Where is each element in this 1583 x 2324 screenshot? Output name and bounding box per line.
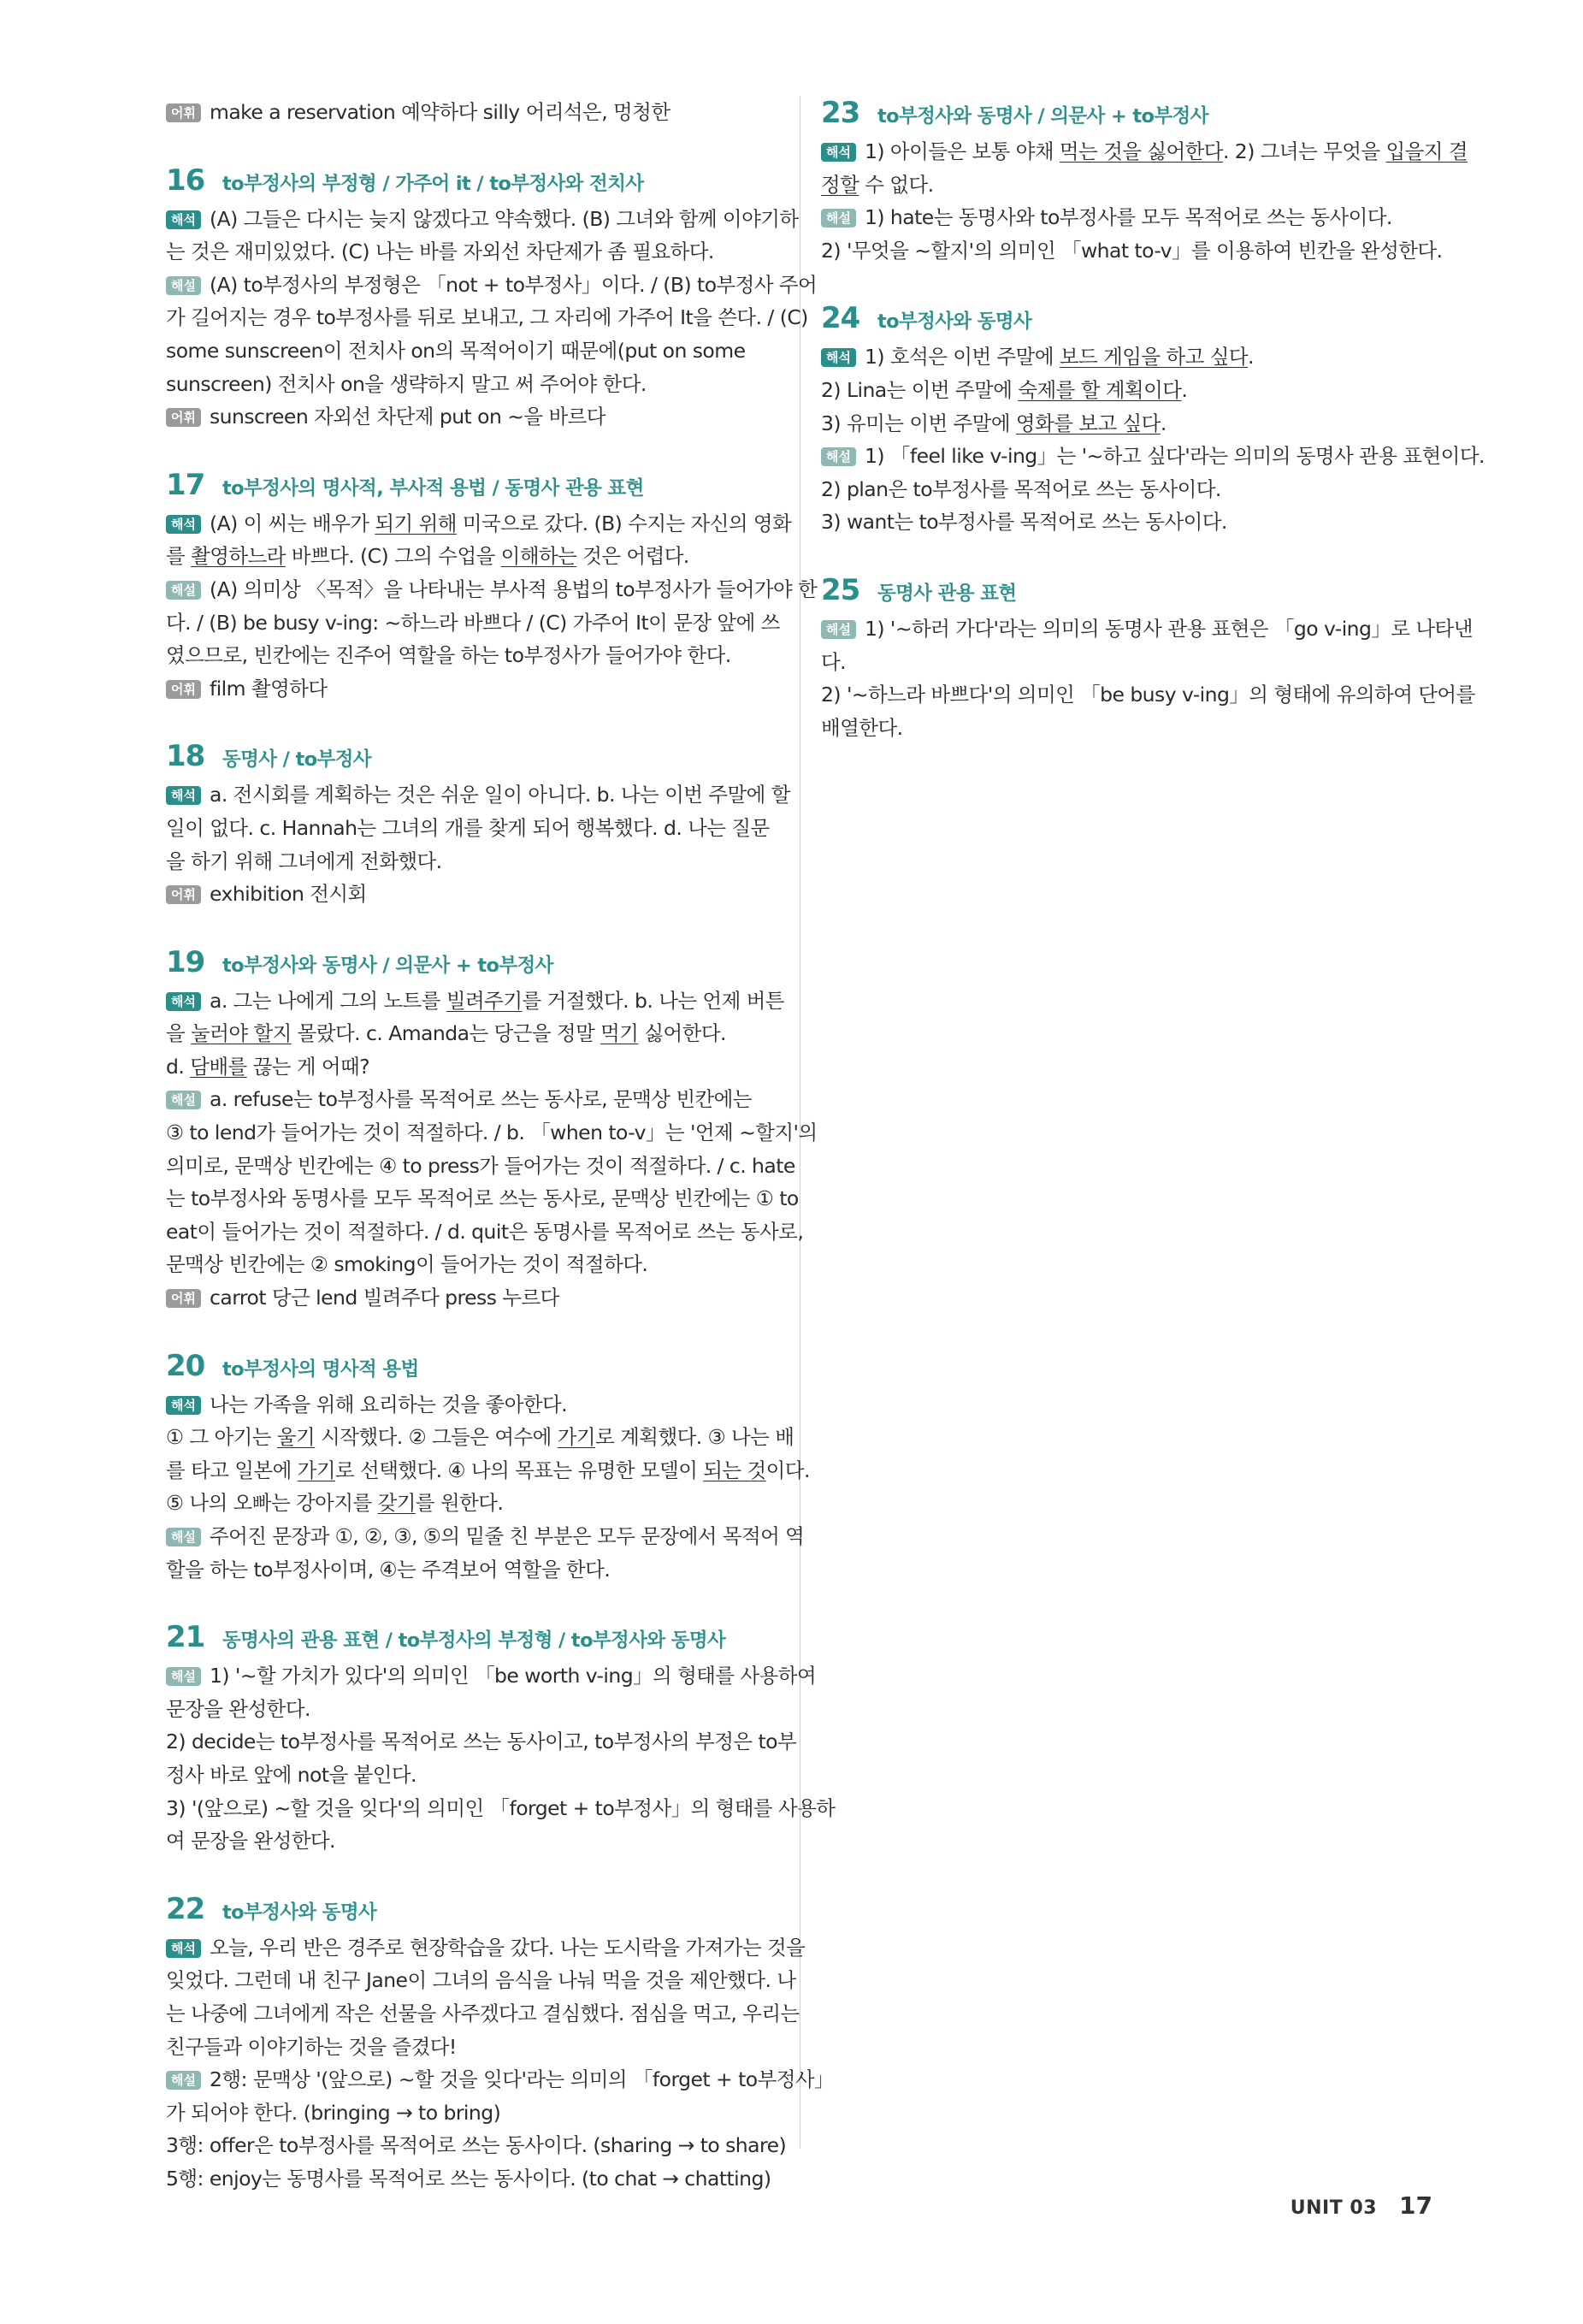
explanation-line: 배열한다. <box>821 715 903 740</box>
explanation-line: 해설 (A) 의미상 〈목적〉을 나타내는 부사적 용법의 to부정사가 들어가야 한 <box>166 573 775 606</box>
explanation-line: 해설 1) '~하러 가다'라는 의미의 동명사 관용 표현은 「go v-ing」로 나타낸 <box>821 612 1435 646</box>
translation-label: 해석 <box>166 786 201 805</box>
explanation-line: 가 길어지는 경우 to부정사를 뒤로 보내고, 그 자리에 가주어 It을 쓴다. / (C) <box>166 305 808 330</box>
section-title: 동명사의 관용 표현 / to부정사의 부정형 / to부정사와 동명사 <box>222 1629 726 1653</box>
page-number: 17 <box>1399 2191 1432 2220</box>
explanation-line: 해설 (A) to부정사의 부정형은 「not + to부정사」이다. / (B) to부정사 주어 <box>166 269 775 302</box>
translation-line: 는 것은 재미있었다. (C) 나는 바를 자외선 차단제가 좀 필요하다. <box>166 239 714 264</box>
explanation-line: 여 문장을 완성한다. <box>166 1829 335 1854</box>
translation-label: 해석 <box>166 515 201 534</box>
section-title: to부정사와 동명사 <box>877 310 1032 334</box>
explanation-line: 2) plan은 to부정사를 목적어로 쓰는 동사이다. <box>821 476 1221 501</box>
translation-line: 해석 a. 그는 나에게 그의 노트를 빌려주기를 거절했다. b. 나는 언제 버튼 <box>166 985 775 1018</box>
section-title: to부정사의 명사적, 부사적 용법 / 동명사 관용 표현 <box>222 476 644 500</box>
translation-label: 해석 <box>821 348 856 367</box>
translation-line: 잊었다. 그런데 내 친구 Jane이 그녀의 음식을 나눠 먹을 것을 제안했다. 나 <box>166 1968 796 1993</box>
explanation-line: 해설 1) hate는 동명사와 to부정사를 모두 목적어로 쓰는 동사이다. <box>821 201 1435 234</box>
right-column <box>821 96 1485 744</box>
explanation-label: 해설 <box>166 1667 201 1686</box>
explanation-label: 해설 <box>166 276 201 295</box>
explanation-label: 해설 <box>821 620 856 639</box>
translation-line: 해석 1) 호석은 이번 주말에 보드 게임을 하고 싶다. <box>821 340 1435 374</box>
section-header <box>821 301 1435 339</box>
unit-label: UNIT 03 <box>1290 2197 1378 2219</box>
section-title: to부정사의 명사적 용법 <box>222 1357 419 1381</box>
section-title: to부정사의 부정형 / 가주어 it / to부정사와 전치사 <box>222 172 644 195</box>
section-number: 20 <box>166 1348 205 1383</box>
explanation-line: 였으므로, 빈칸에는 진주어 역할을 하는 to부정사가 들어가야 한다. <box>166 643 731 668</box>
translation-line: d. 담배를 끊는 게 어때? <box>166 1054 370 1079</box>
explanation-line: 해설 주어진 문장과 ①, ②, ③, ⑤의 밑줄 친 부분은 모두 문장에서 목적어 역 <box>166 1520 775 1553</box>
answer-section-24 <box>821 301 1485 539</box>
translation-line: 일이 없다. c. Hannah는 그녀의 개를 찾게 되어 행복했다. d. 나는 질문 <box>166 815 770 840</box>
translation-line: 는 나중에 그녀에게 작은 선물을 사주겠다고 결심했다. 점심을 먹고, 우리는 <box>166 2001 800 2025</box>
vocab-line: 어휘 carrot 당근 lend 빌려주다 press 누르다 <box>166 1281 775 1315</box>
explanation-line: 해설 1) '~할 가치가 있다'의 의미인 「be worth v-ing」의 형태를 사용하여 <box>166 1659 775 1693</box>
explanation-line: 는 to부정사와 동명사를 모두 목적어로 쓰는 동사로, 문맥상 빈칸에는 ① to <box>166 1186 799 1211</box>
explanation-label: 해설 <box>166 2071 201 2090</box>
section-number: 18 <box>166 739 205 774</box>
explanation-line: ③ to lend가 들어가는 것이 적절하다. / b. 「when to-v」는 '언제 ~할지'의 <box>166 1121 818 1145</box>
translation-label: 해석 <box>166 1939 201 1958</box>
translation-line: 을 눌러야 할지 몰랐다. c. Amanda는 당근을 정말 먹기 싫어한다. <box>166 1021 726 1046</box>
explanation-label: 해설 <box>166 581 201 600</box>
explanation-line: 의미로, 문맥상 빈칸에는 ④ to press가 들어가는 것이 적절하다. / c. hate <box>166 1153 795 1178</box>
vocab-label: 어휘 <box>166 408 201 427</box>
translation-label: 해석 <box>166 1396 201 1415</box>
section-number: 16 <box>166 163 205 198</box>
explanation-line: 3행: offer은 to부정사를 목적어로 쓰는 동사이다. (sharing → to share) <box>166 2133 787 2158</box>
explanation-line: eat이 들어가는 것이 적절하다. / d. quit은 동명사를 목적어로 쓰는 동사로, <box>166 1219 804 1244</box>
section-title: 동명사 / to부정사 <box>222 748 371 772</box>
section-number: 24 <box>821 301 860 336</box>
answer-section-23 <box>821 96 1468 267</box>
translation-line: 을 하기 위해 그녀에게 전화했다. <box>166 849 442 873</box>
translation-line: 를 타고 일본에 가기로 선택했다. ④ 나의 목표는 유명한 모델이 되는 것이다. <box>166 1458 810 1482</box>
answer-section-21 <box>166 1620 836 1858</box>
explanation-line: 다. / (B) be busy v-ing: ~하느라 바쁘다 / (C) 가주어 It이 문장 앞에 쓰 <box>166 610 780 635</box>
explanation-line: 문맥상 빈칸에는 ② smoking이 들어가는 것이 적절하다. <box>166 1252 648 1277</box>
translation-line: 정할 수 없다. <box>821 172 934 197</box>
section-number: 21 <box>166 1620 205 1655</box>
vocab-label: 어휘 <box>166 885 201 904</box>
translation-label: 해석 <box>821 143 856 162</box>
translation-line: 해석 (A) 이 씨는 배우가 되기 위해 미국으로 갔다. (B) 수지는 자신의 영화 <box>166 507 775 541</box>
translation-label: 해석 <box>166 992 201 1011</box>
explanation-label: 해설 <box>821 209 856 228</box>
explanation-label: 해설 <box>166 1091 201 1109</box>
explanation-line: 다. <box>821 649 847 674</box>
translation-line: 친구들과 이야기하는 것을 즐겼다! <box>166 2034 457 2059</box>
vocab-label: 어휘 <box>166 680 201 699</box>
vocab-label: 어휘 <box>166 103 201 122</box>
explanation-line: 문장을 완성한다. <box>166 1696 310 1721</box>
section-number: 25 <box>821 572 860 607</box>
translation-label: 해석 <box>166 210 201 229</box>
explanation-line: 2) decide는 to부정사를 목적어로 쓰는 동사이고, to부정사의 부정은 to부 <box>166 1730 797 1754</box>
page-footer <box>1291 2191 1432 2220</box>
answer-section-22 <box>166 1891 834 2196</box>
translation-line: 해석 나는 가족을 위해 요리하는 것을 좋아한다. <box>166 1388 775 1422</box>
explanation-line: 2) '~하느라 바쁘다'의 의미인 「be busy v-ing」의 형태에 유의하여 단어를 <box>821 683 1475 707</box>
left-column <box>166 96 836 2196</box>
section-header <box>166 468 775 506</box>
section-header <box>166 1892 775 1930</box>
explanation-label: 해설 <box>166 1528 201 1546</box>
explanation-line: 3) '(앞으로) ~할 것을 잊다'의 의미인 「forget + to부정사」의 형태를 사용하 <box>166 1795 836 1820</box>
section-number: 22 <box>166 1891 205 1926</box>
section-header <box>821 573 1435 611</box>
section-header <box>166 1620 775 1658</box>
translation-line: 3) 유미는 이번 주말에 영화를 보고 싶다. <box>821 411 1167 435</box>
answer-section-20 <box>166 1348 810 1587</box>
section-number: 17 <box>166 467 205 502</box>
vocab-line: 어휘 film 촬영하다 <box>166 672 775 706</box>
explanation-label: 해설 <box>821 447 856 466</box>
explanation-line: 가 되어야 한다. (bringing → to bring) <box>166 2100 501 2125</box>
translation-line: 해석 (A) 그들은 다시는 늦지 않겠다고 약속했다. (B) 그녀와 함께 이야기하 <box>166 203 775 236</box>
section-header <box>166 739 775 777</box>
translation-line: ① 그 아기는 울기 시작했다. ② 그들은 여수에 가기로 계획했다. ③ 나는 배 <box>166 1425 794 1450</box>
explanation-line: 5행: enjoy는 동명사를 목적어로 쓰는 동사이다. (to chat → chatting) <box>166 2166 771 2191</box>
vocab-line: 어휘 sunscreen 자외선 차단제 put on ~을 바르다 <box>166 400 775 434</box>
section-header <box>166 163 775 201</box>
answer-section-16 <box>166 163 818 434</box>
answer-section-19 <box>166 944 818 1315</box>
explanation-line: 3) want는 to부정사를 목적어로 쓰는 동사이다. <box>821 510 1227 535</box>
answer-section-25 <box>821 572 1475 744</box>
section-title: 동명사 관용 표현 <box>877 582 1017 605</box>
section-number: 23 <box>821 96 860 130</box>
section-header <box>166 945 775 983</box>
explanation-line: 정사 바로 앞에 not을 붙인다. <box>166 1762 416 1787</box>
explanation-line: 할을 하는 to부정사이며, ④는 주격보어 역할을 한다. <box>166 1557 611 1582</box>
translation-line: 해석 a. 전시회를 계획하는 것은 쉬운 일이 아니다. b. 나는 이번 주말에 할 <box>166 778 775 812</box>
section-title: to부정사와 동명사 / 의문사 + to부정사 <box>877 105 1208 127</box>
answer-section-18 <box>166 739 790 910</box>
translation-line: 해석 1) 아이들은 보통 야채 먹는 것을 싫어한다. 2) 그녀는 무엇을 입을지 결 <box>821 135 1435 169</box>
section-title: to부정사와 동명사 <box>222 1901 377 1924</box>
section-header <box>166 1349 775 1387</box>
explanation-line: some sunscreen이 전치사 on의 목적어이기 때문에(put on some <box>166 338 746 363</box>
translation-line: 2) Lina는 이번 주말에 숙제를 할 계획이다. <box>821 377 1188 402</box>
vocab-label: 어휘 <box>166 1289 201 1308</box>
explanation-line: 해설 2행: 문맥상 '(앞으로) ~할 것을 잊다'라는 의미의 「forget + to부정사」 <box>166 2063 775 2096</box>
section-title: to부정사와 동명사 / 의문사 + to부정사 <box>222 954 553 977</box>
translation-line: 해석 오늘, 우리 반은 경주로 현장학습을 갔다. 나는 도시락을 가져가는 것을 <box>166 1931 775 1965</box>
vocab-line: 어휘 make a reservation 예약하다 silly 어리석은, 멍청한 <box>166 96 775 129</box>
answer-section-17 <box>166 467 818 706</box>
explanation-line: 해설 a. refuse는 to부정사를 목적어로 쓰는 동사로, 문맥상 빈칸에는 <box>166 1083 775 1116</box>
explanation-line: 2) '무엇을 ~할지'의 의미인 「what to-v」를 이용하여 빈칸을 완성한다. <box>821 238 1443 263</box>
section-number: 19 <box>166 944 205 979</box>
translation-line: ⑤ 나의 오빠는 강아지를 갖기를 원한다. <box>166 1491 504 1516</box>
explanation-line: sunscreen) 전치사 on을 생략하지 말고 써 주어야 한다. <box>166 371 647 396</box>
explanation-line: 해설 1) 「feel like v-ing」는 '~하고 싶다'라는 의미의 동명사 관용 표현이다. <box>821 440 1435 473</box>
section-header <box>821 96 1435 133</box>
vocab-line: 어휘 exhibition 전시회 <box>166 878 775 911</box>
translation-line: 를 촬영하느라 바쁘다. (C) 그의 수업을 이해하는 것은 어렵다. <box>166 544 689 569</box>
